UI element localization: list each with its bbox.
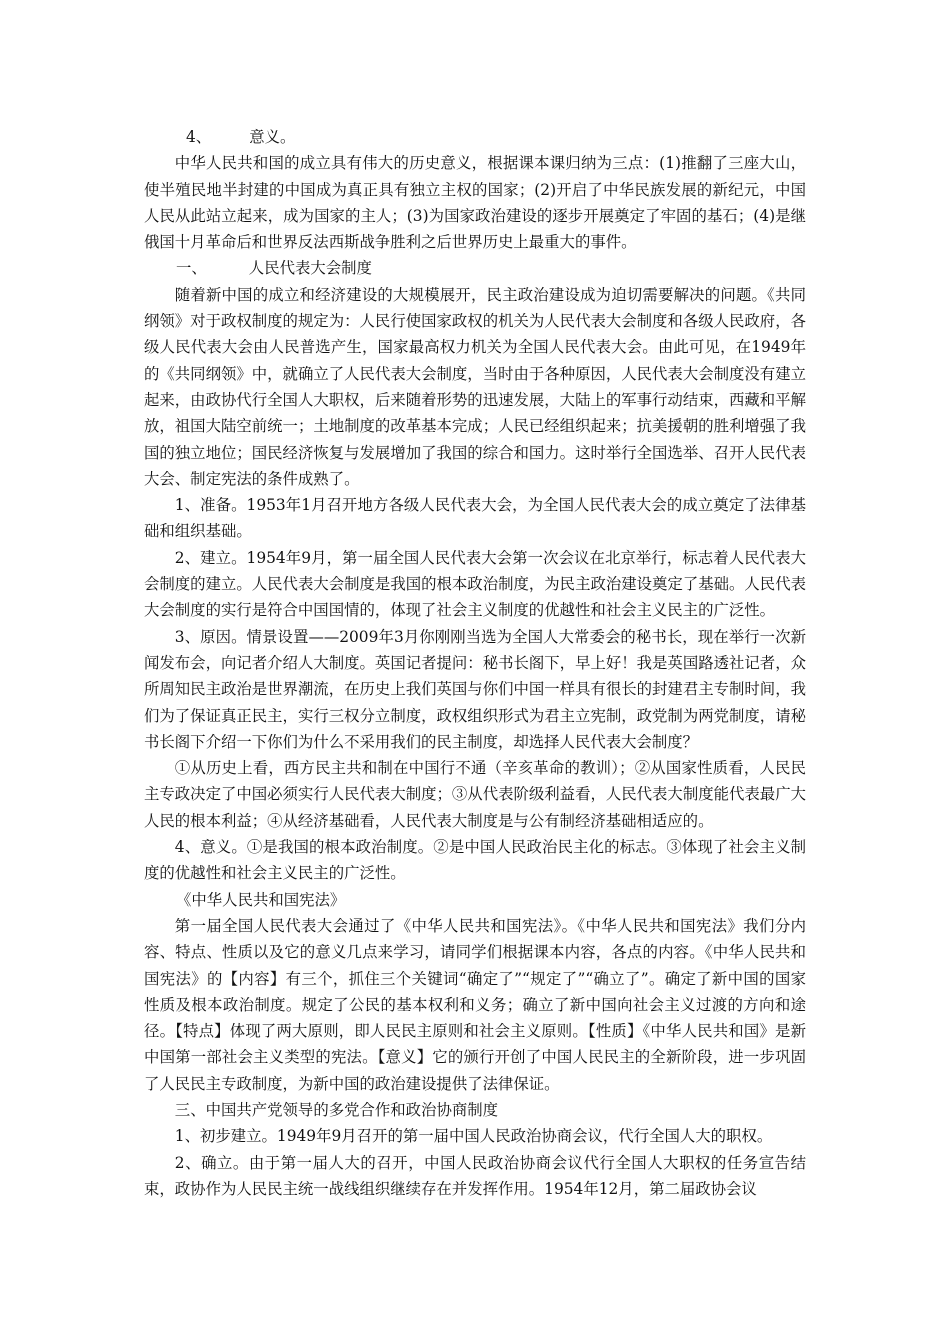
paragraph-intro: 随着新中国的成立和经济建设的大规模展开，民主政治建设成为迫切需要解决的问题。《共同纲领》对于政权制度的规定为：人民行使国家政权的机关为人民代表大会制度和各级人民政府，各级人民代表大会由人民普选产生，国家最高权力机关为全国人民代表大会。由此可见，在1949年的《共同纲领》中，就确立了人民代表大会制度，当时由于各种原因，人民代表大会制度没有建立起来，由政协代行全国人大职权，后来随着形势的迅速发展，大陆上的军事行动结束，西藏和平解放，祖国大陆空前统一；土地制度的改革基本完成；人民已经组织起来；抗美援朝的胜利增强了我国的独立地位；国民经济恢复与发展增加了我国的综合和国力。这时举行全国选举、召开人民代表大会、制定宪法的条件成熟了。: [144, 285, 806, 488]
section-title: 人民代表大会制度: [248, 259, 372, 278]
paragraph-confirm: 2、确立。由于第一届人大的召开，中国人民政治协商会议代行全国人大职权的任务宣告结束，政协作为人民民主统一战线组织继续存在并发挥作用。1954年12月，第二届政协会议: [144, 1153, 806, 1198]
paragraph-establishment: 2、建立。1954年9月，第一届全国人民代表大会第一次会议在北京举行，标志着人民代表大会制度的建立。人民代表大会制度是我国的根本政治制度，为民主政治建设奠定了基础。人民代表大会制度的实行是符合中国国情的，体现了社会主义制度的优越性和社会主义民主的广泛性。: [144, 548, 806, 620]
paragraph-preparation: 1、准备。1953年1月召开地方各级人民代表大会，为全国人民代表大会的成立奠定了法律基础和组织基础。: [144, 496, 806, 541]
section-heading-cppcc: 三、中国共产党领导的多党合作和政治协商制度: [174, 1100, 499, 1119]
heading-number: 4、: [186, 128, 212, 146]
section-number: 一、: [176, 259, 207, 278]
constitution-title: 《中华人民共和国宪法》: [176, 890, 346, 909]
paragraph-answer: ①从历史上看，西方民主共和制在中国行不通（辛亥革命的教训）；②从国家性质看，人民民主专政决定了中国必须实行人民代表大制度；③从代表阶级利益看，人民代表大制度能代表最广大人民的根本利益；④从经济基础看，人民代表大制度是与公有制经济基础相适应的。: [144, 759, 806, 830]
section-heading-npc: [144, 255, 806, 281]
paragraph-significance: 中华人民共和国的成立具有伟大的历史意义，根据课本课归纳为三点：(1)推翻了三座大山，使半殖民地半封建的中国成为真正具有独立主权的国家；(2)开启了中华民族发展的新纪元，中国人民从此站立起来，成为国家的主人；(3)为国家政治建设的逐步开展奠定了牢固的基石；(4)是继俄国十月革命后和世界反法西斯战争胜利之后世界历史上最重大的事件。: [144, 154, 806, 252]
paragraph-meaning: 4、意义。①是我国的根本政治制度。②是中国人民政治民主化的标志。③体现了社会主义制度的优越性和社会主义民主的广泛性。: [144, 838, 806, 883]
paragraph-reason: 3、原因。情景设置——2009年3月你刚刚当选为全国人大常委会的秘书长，现在举行一次新闻发布会，向记者介绍人大制度。英国记者提问：秘书长阁下，早上好！我是英国路透社记者，众所周知民主政治是世界潮流，在历史上我们英国与你们中国一样具有很长的封建君主专制时间，我们为了保证真正民主，实行三权分立制度，政权组织形式为君主立宪制，政党制为两党制度，请秘书长阁下介绍一下你们为什么不采用我们的民主制度，却选择人民代表大会制度？: [144, 627, 806, 751]
heading-text: 意义。: [249, 128, 296, 146]
heading-significance: [144, 124, 806, 150]
document-page: [144, 124, 806, 1202]
paragraph-initial: 1、初步建立。1949年9月召开的第一届中国人民政治协商会议，代行全国人大的职权。: [174, 1127, 773, 1146]
paragraph-constitution: 第一届全国人民代表大会通过了《中华人民共和国宪法》。《中华人民共和国宪法》我们分内容、特点、性质以及它的意义几点来学习，请同学们根据课本内容，各点的内容。《中华人民共和国宪法》的【内容】有三个，抓住三个关键词“确定了”“规定了”“确立了”。确定了新中国的国家性质及根本政治制度。规定了公民的基本权利和义务；确立了新中国向社会主义过渡的方向和途径。【特点】体现了两大原则，即人民民主原则和社会主义原则。【性质】《中华人民共和国》是新中国第一部社会主义类型的宪法。【意义】它的颁行开创了中国人民民主的全新阶段，进一步巩固了人民民主专政制度，为新中国的政治建设提供了法律保证。: [144, 916, 806, 1093]
